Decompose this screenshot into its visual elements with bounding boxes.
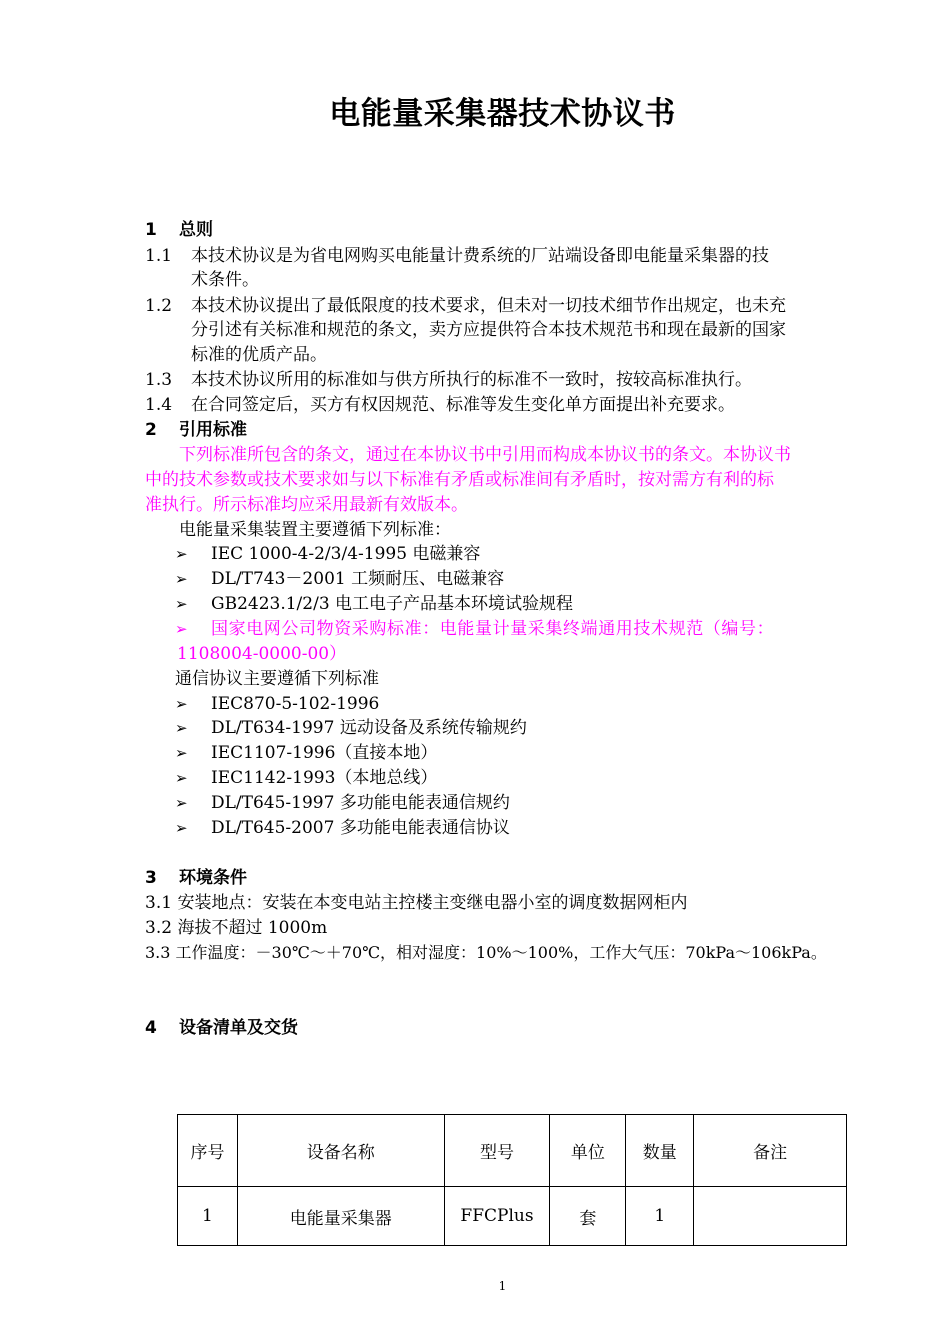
device-standard-item: ➢ GB2423.1/2/3 电工电子产品基本环境试验规程 — [175, 594, 574, 614]
bullet-arrow-icon: ➢ — [175, 570, 188, 588]
section-title: 环境条件 — [179, 868, 247, 888]
device-standard-item-highlighted: ➢ 国家电网公司物资采购标准：电能量计量采集终端通用技术规范（编号： — [175, 619, 775, 639]
scope-note-line-3: 准执行。所示标准均应采用最新有效版本。 — [145, 495, 468, 515]
document-title: 电能量采集器技术协议书 — [329, 96, 676, 132]
section-number: 1 — [145, 220, 157, 240]
clause-number: 1.4 — [145, 395, 173, 415]
clause-text: 本技术协议提出了最低限度的技术要求，但未对一切技术细节作出规定，也未充 — [191, 296, 786, 316]
clause-1-4 — [145, 393, 735, 417]
clause-3-3: 3.3 工作温度：－30℃～＋70℃，相对湿度：10%～100%，工作大气压：70kPa～106kPa。 — [145, 943, 827, 962]
clause-1-1 — [145, 244, 769, 268]
section-number: 3 — [145, 868, 157, 888]
bullet-arrow-icon: ➢ — [175, 595, 188, 613]
table-cell: 电能量采集器 — [237, 1187, 444, 1246]
clause-number: 1.1 — [145, 246, 173, 266]
table-header-row — [178, 1115, 847, 1187]
table-header-cell: 序号 — [178, 1115, 238, 1187]
clause-1-2-cont-2: 标准的优质产品。 — [191, 345, 327, 365]
comm-standard-item: ➢ IEC870-5-102-1996 — [175, 694, 380, 714]
scope-note-line-1: 下列标准所包含的条文，通过在本协议书中引用而构成本协议书的条文。本协议书 — [179, 445, 791, 465]
device-standard-item: ➢ DL/T743－2001 工频耐压、电磁兼容 — [175, 569, 505, 589]
bullet-arrow-icon: ➢ — [175, 545, 188, 563]
clause-3-1: 3.1 安装地点：安装在本变电站主控楼主变继电器小室的调度数据网柜内 — [145, 893, 688, 913]
device-standards-intro: 电能量采集装置主要遵循下列标准： — [179, 520, 451, 540]
clause-text: 本技术协议是为省电网购买电能量计费系统的厂站端设备即电能量采集器的技 — [191, 246, 769, 266]
comm-standard-item: ➢ DL/T645-2007 多功能电能表通信协议 — [175, 818, 510, 838]
page-number: 1 — [498, 1279, 507, 1293]
bullet-arrow-icon: ➢ — [175, 719, 188, 737]
clause-1-1-cont: 术条件。 — [191, 270, 259, 290]
table-cell: 1 — [178, 1187, 238, 1246]
scope-note-line-2: 中的技术参数或技术要求如与以下标准有矛盾或标准间有矛盾时，按对需方有利的标 — [145, 470, 774, 490]
clause-number: 1.2 — [145, 296, 173, 316]
clause-number: 1.3 — [145, 370, 173, 390]
section-4-heading — [145, 1016, 298, 1040]
device-standard-item-cont: 1108004-0000-00） — [177, 644, 347, 664]
table-cell — [694, 1187, 847, 1246]
comm-standards-intro: 通信协议主要遵循下列标准 — [175, 669, 379, 689]
table-header-cell: 型号 — [444, 1115, 550, 1187]
bullet-arrow-icon: ➢ — [175, 794, 188, 812]
table-row — [178, 1187, 847, 1246]
equipment-table — [177, 1114, 847, 1246]
bullet-arrow-icon: ➢ — [175, 695, 188, 713]
table-header-cell: 备注 — [694, 1115, 847, 1187]
comm-standard-item: ➢ DL/T645-1997 多功能电能表通信规约 — [175, 793, 510, 813]
clause-1-2-cont-1: 分引述有关标准和规范的条文，卖方应提供符合本技术规范书和现在最新的国家 — [191, 320, 786, 340]
bullet-arrow-icon: ➢ — [175, 769, 188, 787]
section-number: 4 — [145, 1018, 157, 1038]
clause-1-3 — [145, 368, 752, 392]
section-number: 2 — [145, 420, 157, 440]
section-title: 引用标准 — [179, 420, 247, 440]
clause-text: 在合同签定后，买方有权因规范、标准等发生变化单方面提出补充要求。 — [191, 395, 735, 415]
bullet-arrow-icon: ➢ — [175, 744, 188, 762]
table-header-cell: 单位 — [550, 1115, 626, 1187]
clause-3-2: 3.2 海拔不超过 1000m — [145, 918, 328, 938]
clause-1-2 — [145, 294, 786, 318]
table-cell: FFCPlus — [444, 1187, 550, 1246]
bullet-arrow-icon: ➢ — [175, 620, 189, 638]
table-header-cell: 设备名称 — [237, 1115, 444, 1187]
clause-text: 本技术协议所用的标准如与供方所执行的标准不一致时，按较高标准执行。 — [191, 370, 752, 390]
section-1-heading — [145, 218, 213, 242]
comm-standard-item: ➢ IEC1107-1996（直接本地） — [175, 743, 438, 763]
section-title: 总则 — [179, 220, 213, 240]
device-standard-item: ➢ IEC 1000-4-2/3/4-1995 电磁兼容 — [175, 544, 481, 564]
section-2-heading — [145, 418, 247, 442]
table-cell: 套 — [550, 1187, 626, 1246]
comm-standard-item: ➢ IEC1142-1993（本地总线） — [175, 768, 438, 788]
table-header-cell: 数量 — [626, 1115, 694, 1187]
comm-standard-item: ➢ DL/T634-1997 远动设备及系统传输规约 — [175, 718, 527, 738]
bullet-arrow-icon: ➢ — [175, 819, 188, 837]
section-3-heading — [145, 866, 247, 890]
section-title: 设备清单及交货 — [179, 1018, 298, 1038]
table-cell: 1 — [626, 1187, 694, 1246]
